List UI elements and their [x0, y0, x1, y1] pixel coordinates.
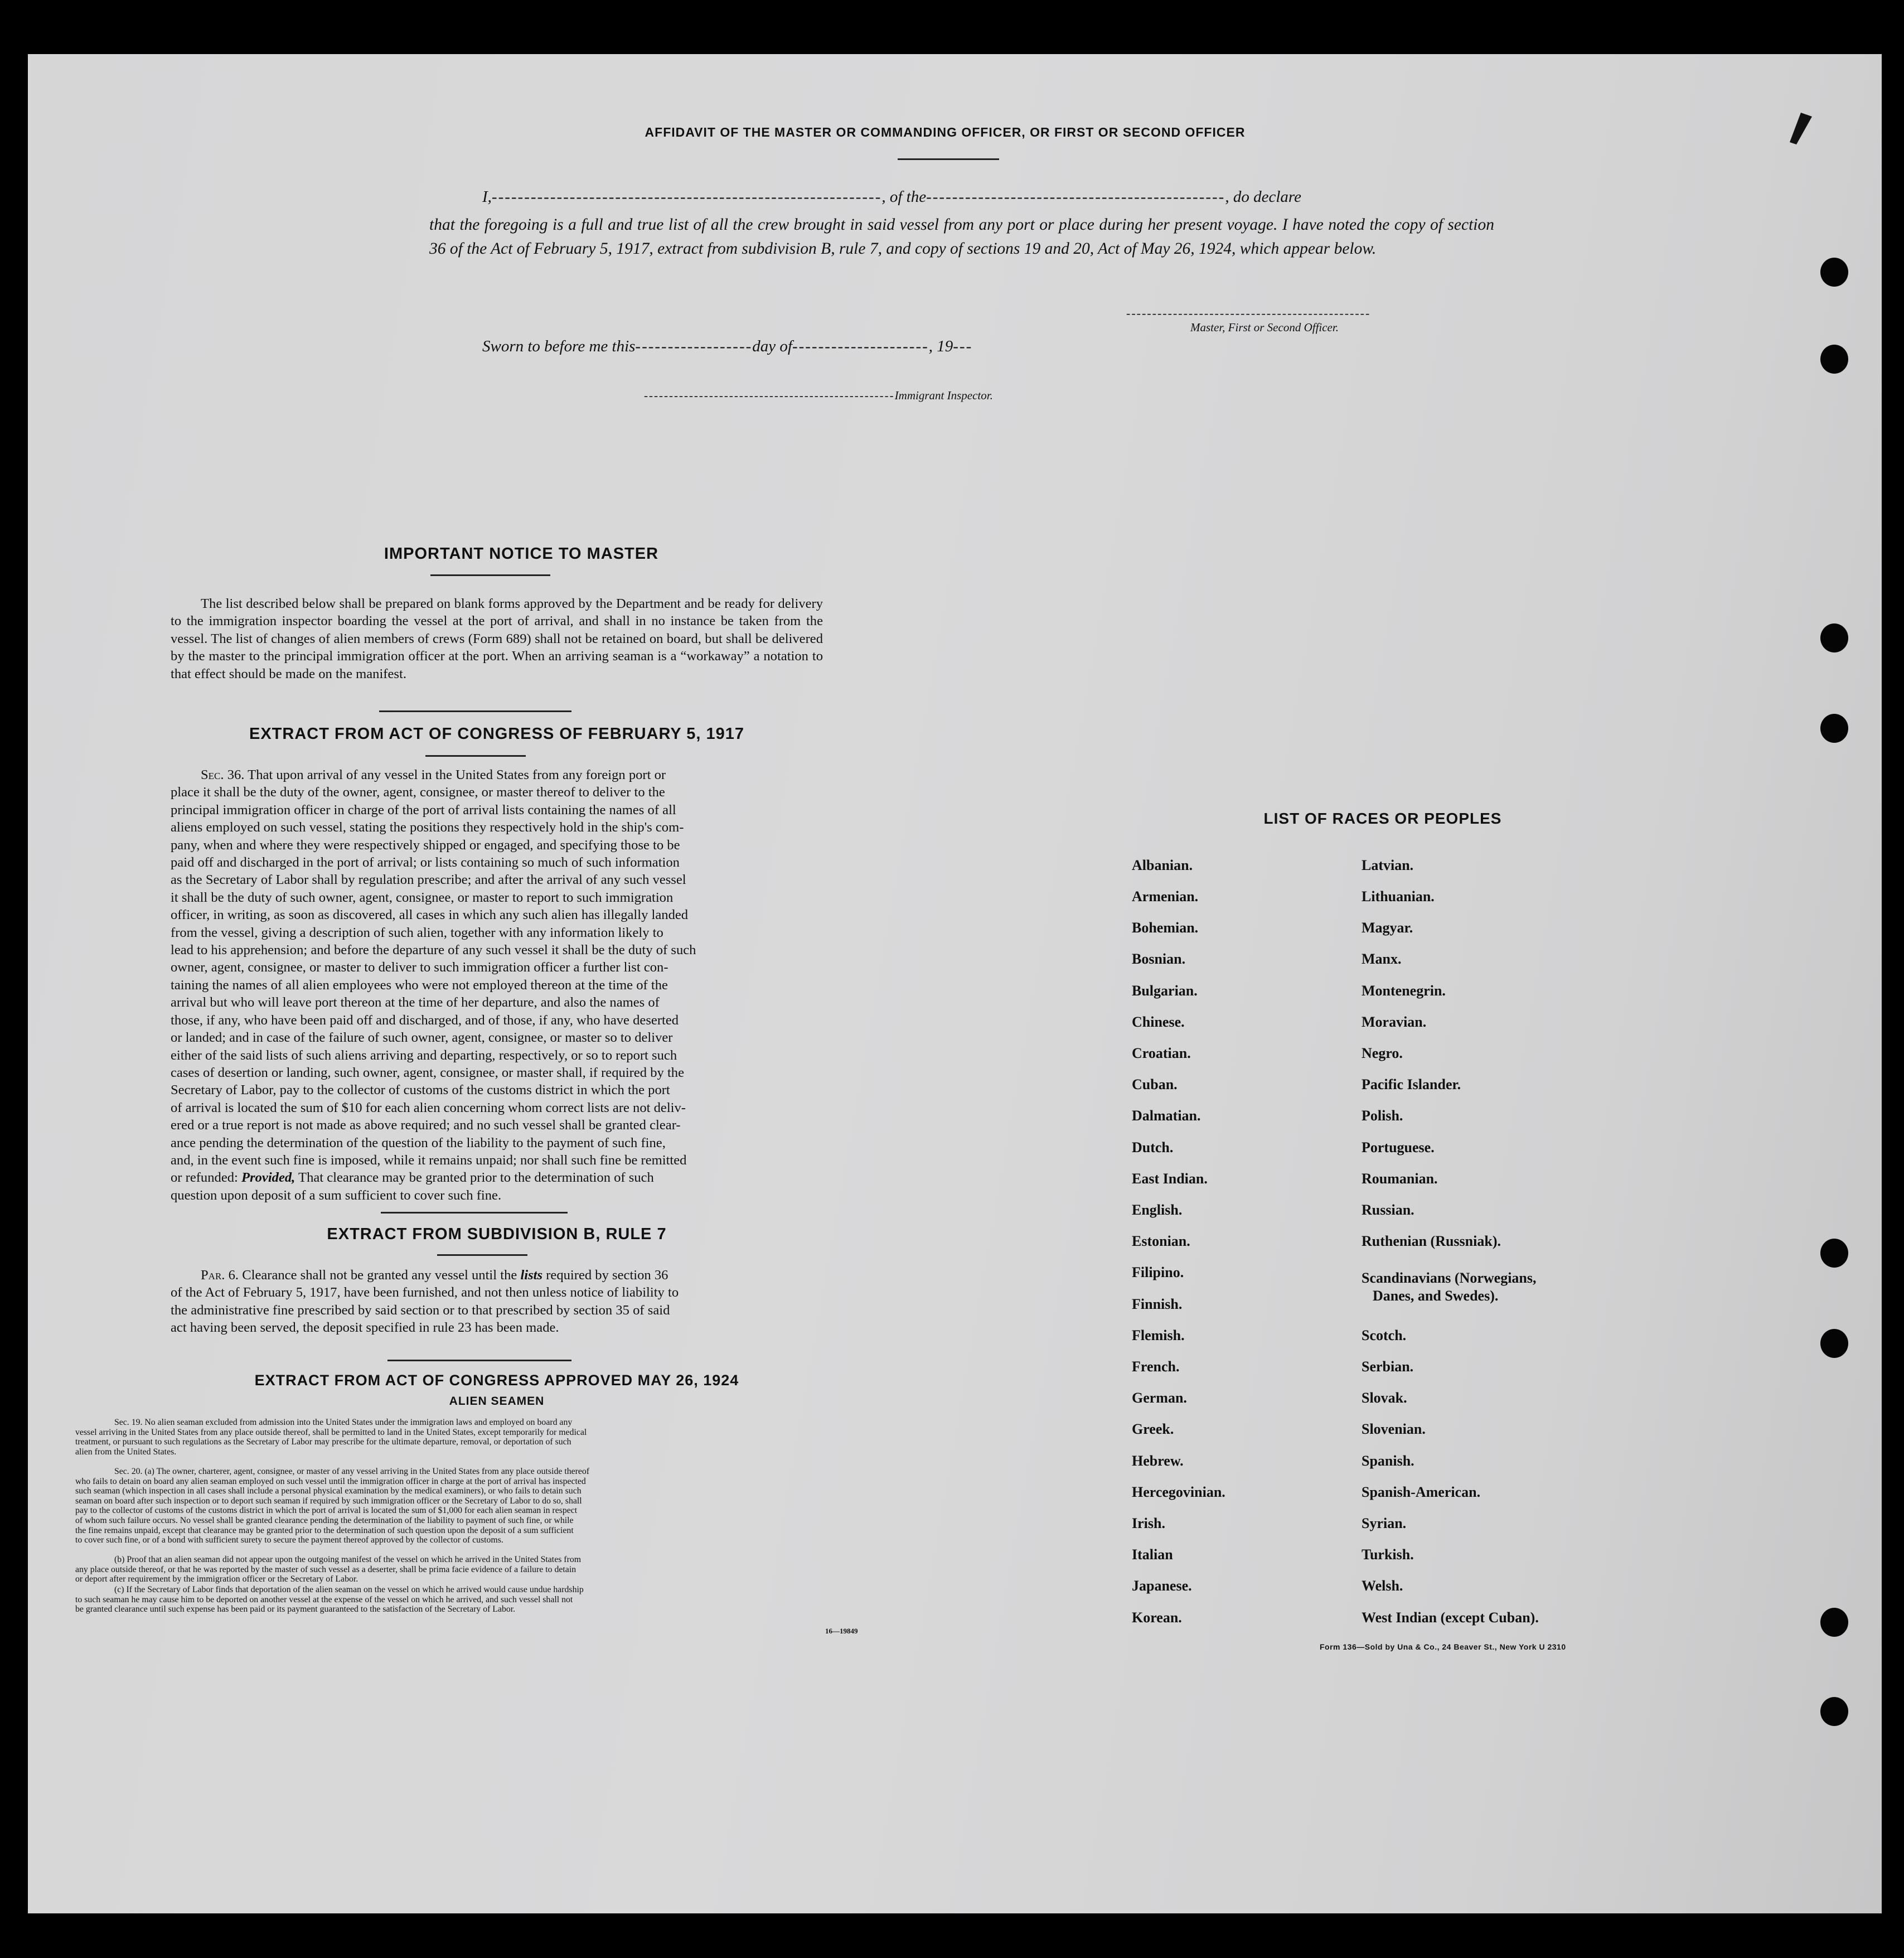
- sworn-line: [482, 337, 972, 356]
- race-left-8: Dalmatian.: [1132, 1108, 1201, 1124]
- race-left-3: Bosnian.: [1132, 951, 1186, 967]
- race-left-18: Greek.: [1132, 1421, 1174, 1437]
- race-right-9: Portuguese.: [1362, 1139, 1435, 1156]
- provided-word: Provided,: [241, 1170, 295, 1186]
- extract-rule7-rule: [437, 1254, 527, 1256]
- race-left-4: Bulgarian.: [1132, 983, 1198, 999]
- race-right-20: Spanish-American.: [1362, 1484, 1481, 1500]
- race-right-14: Danes, and Swedes).: [1373, 1288, 1499, 1304]
- par-6-text-a: Clearance shall not be granted any vessel until the: [242, 1268, 521, 1283]
- races-title: LIST OF RACES OR PEOPLES: [1263, 810, 1502, 827]
- race-left-0: Albanian.: [1132, 857, 1193, 873]
- race-right-24: West Indian (except Cuban).: [1362, 1609, 1539, 1626]
- form-note: Form 136—Sold by Una & Co., 24 Beaver St., New York U 2310: [1320, 1642, 1566, 1651]
- race-right-11: Russian.: [1362, 1202, 1414, 1218]
- section-36-label: Sec. 36.: [201, 767, 245, 782]
- sworn-year-blank[interactable]: ---: [953, 337, 973, 355]
- punch-hole: [1820, 1239, 1848, 1268]
- race-left-15: Flemish.: [1132, 1327, 1185, 1343]
- extract-1917-end-rule: [381, 1212, 568, 1214]
- race-left-17: German.: [1132, 1390, 1187, 1406]
- punch-hole: [1820, 1608, 1848, 1637]
- punch-hole: [1820, 1697, 1848, 1726]
- notice-title: IMPORTANT NOTICE TO MASTER: [384, 545, 659, 563]
- affidavit-of-label: , of the: [881, 188, 927, 206]
- inspector-label: Immigrant Inspector.: [894, 389, 993, 402]
- race-left-13: Filipino.: [1132, 1264, 1184, 1280]
- inspector-signature-blank[interactable]: --------------------------------------------------: [644, 389, 895, 402]
- par-6-text-b: required by section 36 of the Act of February 5, 1917, have been furnished, and not then unless notice of liability to the administrative fine prescribed by said section or to that prescribed by section 35 of said act having been served, the deposit specified in rule 23 has been made.: [171, 1268, 679, 1336]
- race-right-23: Welsh.: [1362, 1578, 1403, 1594]
- sworn-month-blank[interactable]: ---------------------: [792, 337, 929, 355]
- sworn-year-label: , 19: [928, 337, 953, 355]
- punch-hole: [1820, 1329, 1848, 1358]
- race-right-5: Moravian.: [1362, 1014, 1427, 1030]
- affidavit-declare-label: , do declare: [1225, 188, 1301, 206]
- race-right-17: Slovak.: [1362, 1390, 1407, 1406]
- extract-1917-rule: [425, 755, 526, 757]
- sec-20b-text: (b) Proof that an alien seaman did not appear upon the outgoing manifest of the vessel on which he arrived in the United States from any place outside thereof, or that he was reported by the master of such vessel as a deserter, shall be prima facie evidence of a failure to detain or deport after requirement by the immigration officer or the Secretary of Labor.: [75, 1555, 582, 1584]
- sec-20a-text: Sec. 20. (a) The owner, charterer, agent, consignee, or master of any vessel arriving in the United States from any place outside thereof who fails to detain on board any alien seaman employed on such vessel until the immigration officer in charge at the port of arrival has inspected such seaman (which inspection in all cases shall include a personal physical examination by the medical examiners), or who fails to detain such seaman on board after such inspection or to deport such seaman if required by such immigration officer or the Secretary of Labor to do so, shall pay to the collector of customs of the customs district in which the port of arrival is located the sum of $1,000 for each alien seaman in respect of whom such failure occurs. No vessel shall be granted clearance pending the determination of the liability to payment of such fine, or while the fine remains unpaid, except that clearance may be granted prior to the determination of such question upon the deposit of a sum sufficient to cover such fine, or of a bond with sufficient surety to secure the payment thereof approved by the collector of customs.: [75, 1467, 590, 1545]
- race-right-22: Turkish.: [1362, 1546, 1414, 1563]
- race-left-9: Dutch.: [1132, 1139, 1174, 1156]
- race-left-16: French.: [1132, 1358, 1180, 1375]
- form-sheet: [28, 54, 1882, 1913]
- sworn-prefix: Sworn to before me this: [482, 337, 636, 355]
- race-left-1: Armenian.: [1132, 888, 1199, 905]
- punch-hole: [1820, 258, 1848, 287]
- affidavit-i-label: I,: [482, 188, 492, 206]
- extract-rule7-body: [171, 1266, 823, 1337]
- section-36-end: That clearance may be granted prior to the determination of such question upon deposit of a sum sufficient to cover such fine.: [171, 1170, 654, 1203]
- punch-hole: [1820, 345, 1848, 374]
- race-right-15: Scotch.: [1362, 1327, 1407, 1343]
- race-left-7: Cuban.: [1132, 1076, 1178, 1092]
- race-left-20: Hercegovinian.: [1132, 1484, 1225, 1500]
- print-code: 16—19849: [825, 1627, 858, 1635]
- race-right-13: Scandinavians (Norwegians,: [1362, 1270, 1537, 1286]
- race-right-12: Ruthenian (Russniak).: [1362, 1233, 1501, 1249]
- race-left-24: Korean.: [1132, 1609, 1182, 1626]
- race-right-2: Magyar.: [1362, 920, 1413, 936]
- alien-seamen-subtitle: ALIEN SEAMEN: [449, 1395, 545, 1408]
- pencil-mark-icon: [1784, 110, 1818, 149]
- race-right-1: Lithuanian.: [1362, 888, 1435, 905]
- affidavit-title-rule: [898, 158, 999, 160]
- sworn-date-blank[interactable]: ------------------: [635, 337, 753, 355]
- sec-19-text: Sec. 19. No alien seaman excluded from admission into the United States under the immigration laws and employed on board any vessel arriving in the United States from any place outside thereof, shall be permitted to land in the United States, except temporarily for medical treatment, or pursuant to such regulations as the Secretary of Labor may prescribe for the ultimate departure, removal, or deportation of such alien from the United States.: [75, 1418, 587, 1457]
- race-left-21: Irish.: [1132, 1515, 1165, 1531]
- race-left-5: Chinese.: [1132, 1014, 1185, 1030]
- race-right-4: Montenegrin.: [1362, 983, 1446, 999]
- race-right-7: Pacific Islander.: [1362, 1076, 1461, 1092]
- master-signature-line[interactable]: -----------------------------------------------: [1126, 306, 1371, 320]
- race-right-10: Roumanian.: [1362, 1171, 1438, 1187]
- race-left-10: East Indian.: [1132, 1171, 1208, 1187]
- sec-20c-text: (c) If the Secretary of Labor finds that deportation of the alien seaman on the vessel on which he arrived would cause undue hardship to such seaman he may cause him to be deported on another vessel at the expense of the vessel on which he arrived, and such vessel shall not be granted clearance until such expense has been paid or its payment guaranteed to the satisfaction of the Secretary of Labor.: [75, 1585, 584, 1614]
- race-left-11: English.: [1132, 1202, 1183, 1218]
- race-left-6: Croatian.: [1132, 1045, 1191, 1061]
- sworn-day-label: day of: [752, 337, 792, 355]
- inspector-line: [644, 389, 993, 403]
- punch-hole: [1820, 623, 1848, 652]
- par-6-label: Par. 6.: [201, 1268, 239, 1283]
- name-blank[interactable]: ------------------------------------------------------------: [491, 188, 882, 206]
- lists-word: lists: [520, 1268, 543, 1283]
- race-right-18: Slovenian.: [1362, 1421, 1426, 1437]
- notice-body: The list described below shall be prepared on blank forms approved by the Department and be ready for delivery to the immigration inspector boarding the vessel at the port of arrival, and shall in no instance be taken from the vessel. The list of changes of alien members of crews (Form 689) shall not be retained on board, but shall be delivered by the master to the principal immigration officer at the port. When an arriving seaman is a “workaway” a notation to that effect should be made on the manifest.: [171, 596, 823, 681]
- extract-1917-title: EXTRACT FROM ACT OF CONGRESS OF FEBRUARY 5, 1917: [249, 725, 745, 743]
- notice-end-rule: [379, 710, 571, 712]
- race-right-19: Spanish.: [1362, 1453, 1414, 1469]
- race-right-16: Serbian.: [1362, 1358, 1414, 1375]
- section-36-text: That upon arrival of any vessel in the United States from any foreign port or place it shall be the duty of the owner, agent, consignee, or master thereof to deliver to the principal immigration officer in charge of the port of arrival lists containing the names of all aliens employed on such vessel, stating the positions they respectively hold in the ship's com- pany, when and where they were respectively shipped or engaged, and specifying those to be paid off and discharged in the port of arrival; or lists containing so much of such information as the Secretary of Labor shall by regulation prescribe; and after the arrival of any such vessel it shall be the duty of such owner, agent, consignee, or master to report to such immigration officer, in writing, as soon as discovered, all cases in which any such alien has illegally landed from the vessel, giving a description of such alien, together with any information likely to lead to his apprehension; and before the departure of any such vessel it shall be the duty of such owner, agent, consignee, or master to deliver to such immigration officer a further list con- taining the names of all alien employees who were not employed thereon at the time of the arrival but who will leave port thereon at the time of her departure, and also the names of those, if any, who have been paid off and discharged, and of those, if any, who have deserted or landed; and in case of the failure of such owner, agent, consignee, or master so to deliver either of the said lists of such aliens arriving and departing, respectively, or so to report such cases of desertion or landing, such owner, agent, consignee, or master shall, if required by the Secretary of Labor, pay to the collector of customs of the customs district in which the port of arrival is located the sum of $10 for each alien concerning whom correct lists are not deliv- ered or a true report is not made as above required; and no such vessel shall be granted clear- ance pending the determination of the question of the liability to the payment of such fine, and, in the event such fine is imposed, while it remains unpaid; nor shall such fine be remitted or refunded:: [171, 767, 696, 1186]
- race-right-3: Manx.: [1362, 951, 1402, 967]
- affidavit-body: that the foregoing is a full and true list of all the crew brought in said vessel from any port or place during her present voyage. I have noted the copy of section 36 of the Act of February 5, 1917, extract from subdivision B, rule 7, and copy of sections 19 and 20, Act of May 26, 1924, which appear below.: [429, 216, 1494, 258]
- race-left-2: Bohemian.: [1132, 920, 1199, 936]
- extract-rule7-title: EXTRACT FROM SUBDIVISION B, RULE 7: [327, 1225, 667, 1243]
- master-signature-label: Master, First or Second Officer.: [1190, 321, 1339, 334]
- affidavit-title: AFFIDAVIT OF THE MASTER OR COMMANDING OFFICER, OR FIRST OR SECOND OFFICER: [645, 125, 1246, 139]
- extract-rule7-end-rule: [387, 1360, 571, 1361]
- race-left-23: Japanese.: [1132, 1578, 1192, 1594]
- vessel-blank[interactable]: ----------------------------------------------: [926, 188, 1225, 206]
- notice-title-rule: [430, 574, 550, 576]
- race-left-19: Hebrew.: [1132, 1453, 1184, 1469]
- extract-1924-title: EXTRACT FROM ACT OF CONGRESS APPROVED MAY 26, 1924: [254, 1372, 739, 1389]
- affidavit-line1: [482, 188, 1497, 206]
- race-left-22: Italian: [1132, 1546, 1173, 1563]
- punch-hole: [1820, 714, 1848, 743]
- race-left-12: Estonian.: [1132, 1233, 1190, 1249]
- extract-1917-body: [171, 766, 823, 1204]
- race-right-21: Syrian.: [1362, 1515, 1407, 1531]
- race-right-6: Negro.: [1362, 1045, 1403, 1061]
- race-left-14: Finnish.: [1132, 1296, 1183, 1312]
- race-right-0: Latvian.: [1362, 857, 1414, 873]
- race-right-8: Polish.: [1362, 1108, 1403, 1124]
